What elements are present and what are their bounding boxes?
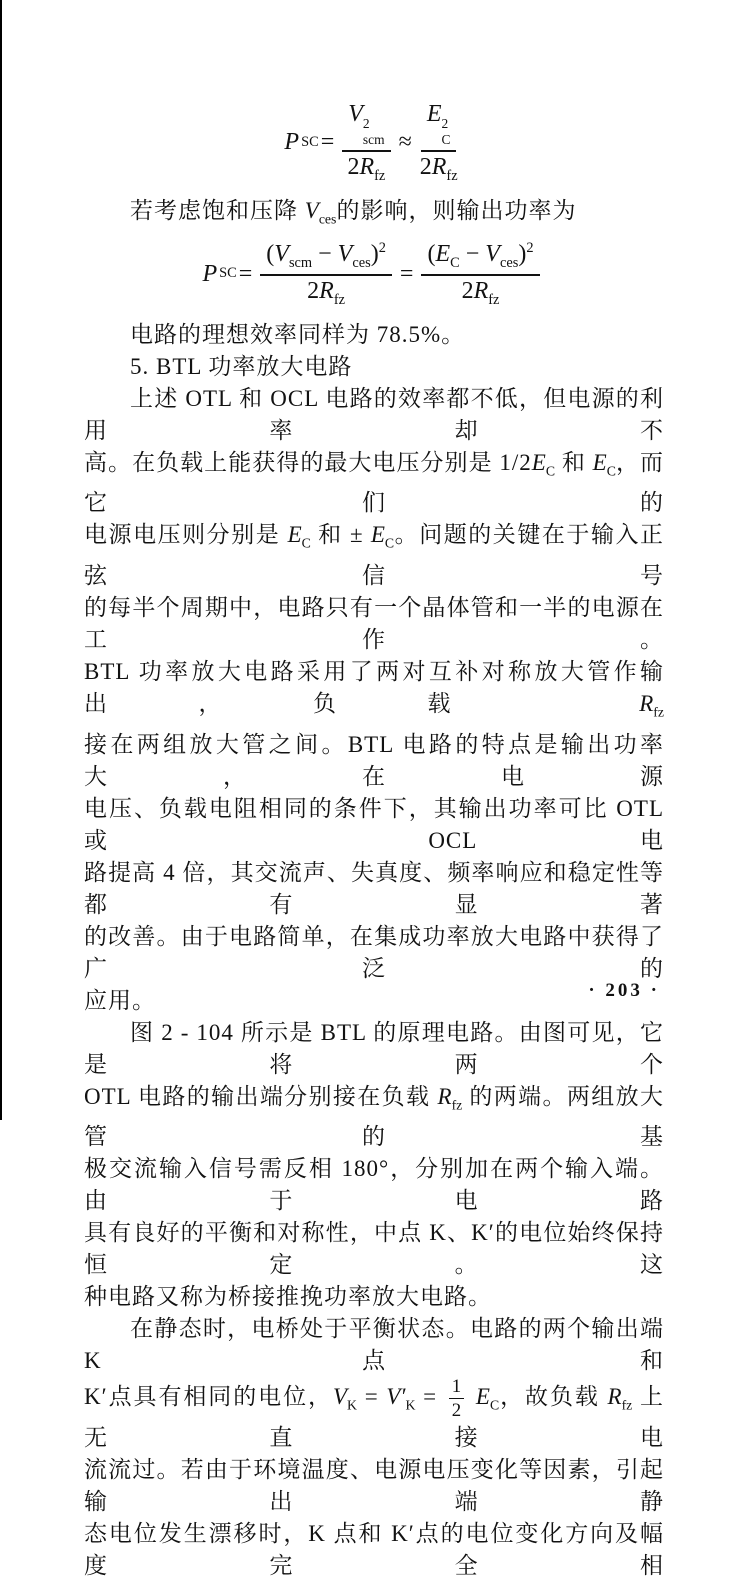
body-text-line: 极交流输入信号需反相 180°，分别加在两个输入端。由于电路 <box>84 1156 664 1214</box>
body-text-line: 在静态时，电桥处于平衡状态。电路的两个输出端 K 点和 <box>84 1316 664 1374</box>
page-number: · 203 · <box>588 980 660 1001</box>
formula-output-power-ideal: P SC = V 2 scm $2R_{fz}$ ≈ E 2 C $2R_{fz}$ <box>284 101 458 185</box>
body-text-line: 具有良好的平衡和对称性，中点 K、K′的电位始终保持恒定。这 <box>84 1220 664 1278</box>
body-text-line: 流流过。若由于环境温度、电源电压变化等因素，引起输出端静 <box>84 1456 664 1514</box>
math-symbol: R <box>431 154 447 181</box>
body-text-line: 电压、负载电阻相同的条件下，其输出功率可比 OTL 或 OCL 电 <box>84 795 664 853</box>
body-text-line: 若考虑饱和压降 $V_{ces}$的影响，则输出功率为 <box>130 197 577 227</box>
fraction: V 2 scm $2R_{fz}$ <box>342 100 390 185</box>
math-symbol: V <box>274 240 289 267</box>
sup-sub-stack: 2 C <box>441 116 451 147</box>
body-text-line: 态电位发生漂移时，K 点和 K′点的电位变化方向及幅度完全相 <box>84 1520 664 1578</box>
math-symbol: ) <box>370 240 379 267</box>
body-text-line: 应用。 <box>84 987 156 1013</box>
body-text-line: 上述 OTL 和 OCL 电路的效率都不低，但电源的利用率却不 <box>84 385 664 443</box>
math-symbol: E <box>475 1384 490 1410</box>
math-symbol: E <box>370 522 385 548</box>
fraction: $\frac{(E_C - V_{ces})^2}{2R_{fz}}$ <box>421 240 539 309</box>
body-text-line: 种电路又称为桥接推挽功率放大电路。 <box>84 1284 492 1310</box>
math-symbol: P <box>202 260 218 287</box>
body-text-line: K′点具有相同的电位，$V_K = V'_K$ = $\frac{1}{2}$ $E_C$，故负载 $R_{fz}$ 上无直接电 <box>84 1376 664 1450</box>
body-text-line: 路提高 4 倍，其交流声、失真度、频率响应和稳定性等都有显著 <box>84 859 664 917</box>
math-symbol: V′ <box>386 1384 406 1410</box>
math-symbol: V <box>485 240 500 267</box>
math-symbol: E <box>592 449 607 475</box>
math-symbol: R <box>319 278 334 305</box>
fraction: $\frac{1}{2}$ <box>449 1377 464 1421</box>
math-symbol: E <box>287 522 302 548</box>
math-symbol: V <box>337 240 353 267</box>
body-text-line: 的每半个周期中，电路只有一个晶体管和一半的电源在工作。 <box>84 595 664 652</box>
body-text-line: 高。在负载上能获得的最大电压分别是 $1/2E_C$ 和 $E_C$，而它们的 <box>84 449 665 516</box>
formula-output-power-saturation: P SC = $\frac{(V_{scm} - V_{ces})^2}{2R_{fz}}$ = $\frac{(E_C - V_{ces})^2}{2R_{fz}}$ <box>84 240 664 309</box>
scan-edge-artifact <box>0 0 2 1120</box>
fraction: $\frac{(V_{scm} - V_{ces})^2}{2R_{fz}}$ <box>260 240 392 309</box>
math-symbol: E <box>531 449 546 475</box>
body-text-line: OTL 电路的输出端分别接在负载 $R_{fz}$ 的两端。两组放大管的基 <box>84 1083 664 1150</box>
body-text-line: 接在两组放大管之间。BTL 电路的特点是输出功率大，在电源 <box>84 731 664 789</box>
body-text-line: 的改善。由于电路简单，在集成功率放大电路中获得了广泛的 <box>84 923 664 981</box>
section-heading: 5. BTL 功率放大电路 <box>130 353 353 379</box>
text-column <box>84 96 664 1582</box>
math-symbol: R <box>607 1384 622 1410</box>
math-symbol: R <box>639 691 654 716</box>
body-text-line: 电源电压则分别是 $E_C$ 和 ± $E_C$。问题的关键在于输入正弦信号 <box>84 522 665 588</box>
body-text-line: BTL 功率放大电路采用了两对互补对称放大管作输出，负载 $R_{fz}$ <box>84 659 664 720</box>
math-symbol: ) <box>518 240 527 267</box>
fraction: E 2 C $2R_{fz}$ <box>419 101 458 185</box>
math-symbol: R <box>437 1083 452 1109</box>
math-symbol: E <box>435 240 451 267</box>
body-text-line: 电路的理想效率同样为 78.5%。 <box>130 321 466 347</box>
body-text-line: 图 2 - 104 所示是 BTL 的原理电路。由图可见，它是将两个 <box>84 1019 664 1077</box>
math-symbol: V <box>348 101 363 127</box>
math-symbol: R <box>473 278 489 305</box>
math-symbol: R <box>359 154 375 181</box>
math-symbol: V <box>332 1384 348 1410</box>
math-symbol: P <box>284 129 300 156</box>
math-symbol: E <box>426 101 442 127</box>
math-symbol: V <box>304 197 319 223</box>
sup-sub-stack: 2 scm <box>362 116 385 147</box>
